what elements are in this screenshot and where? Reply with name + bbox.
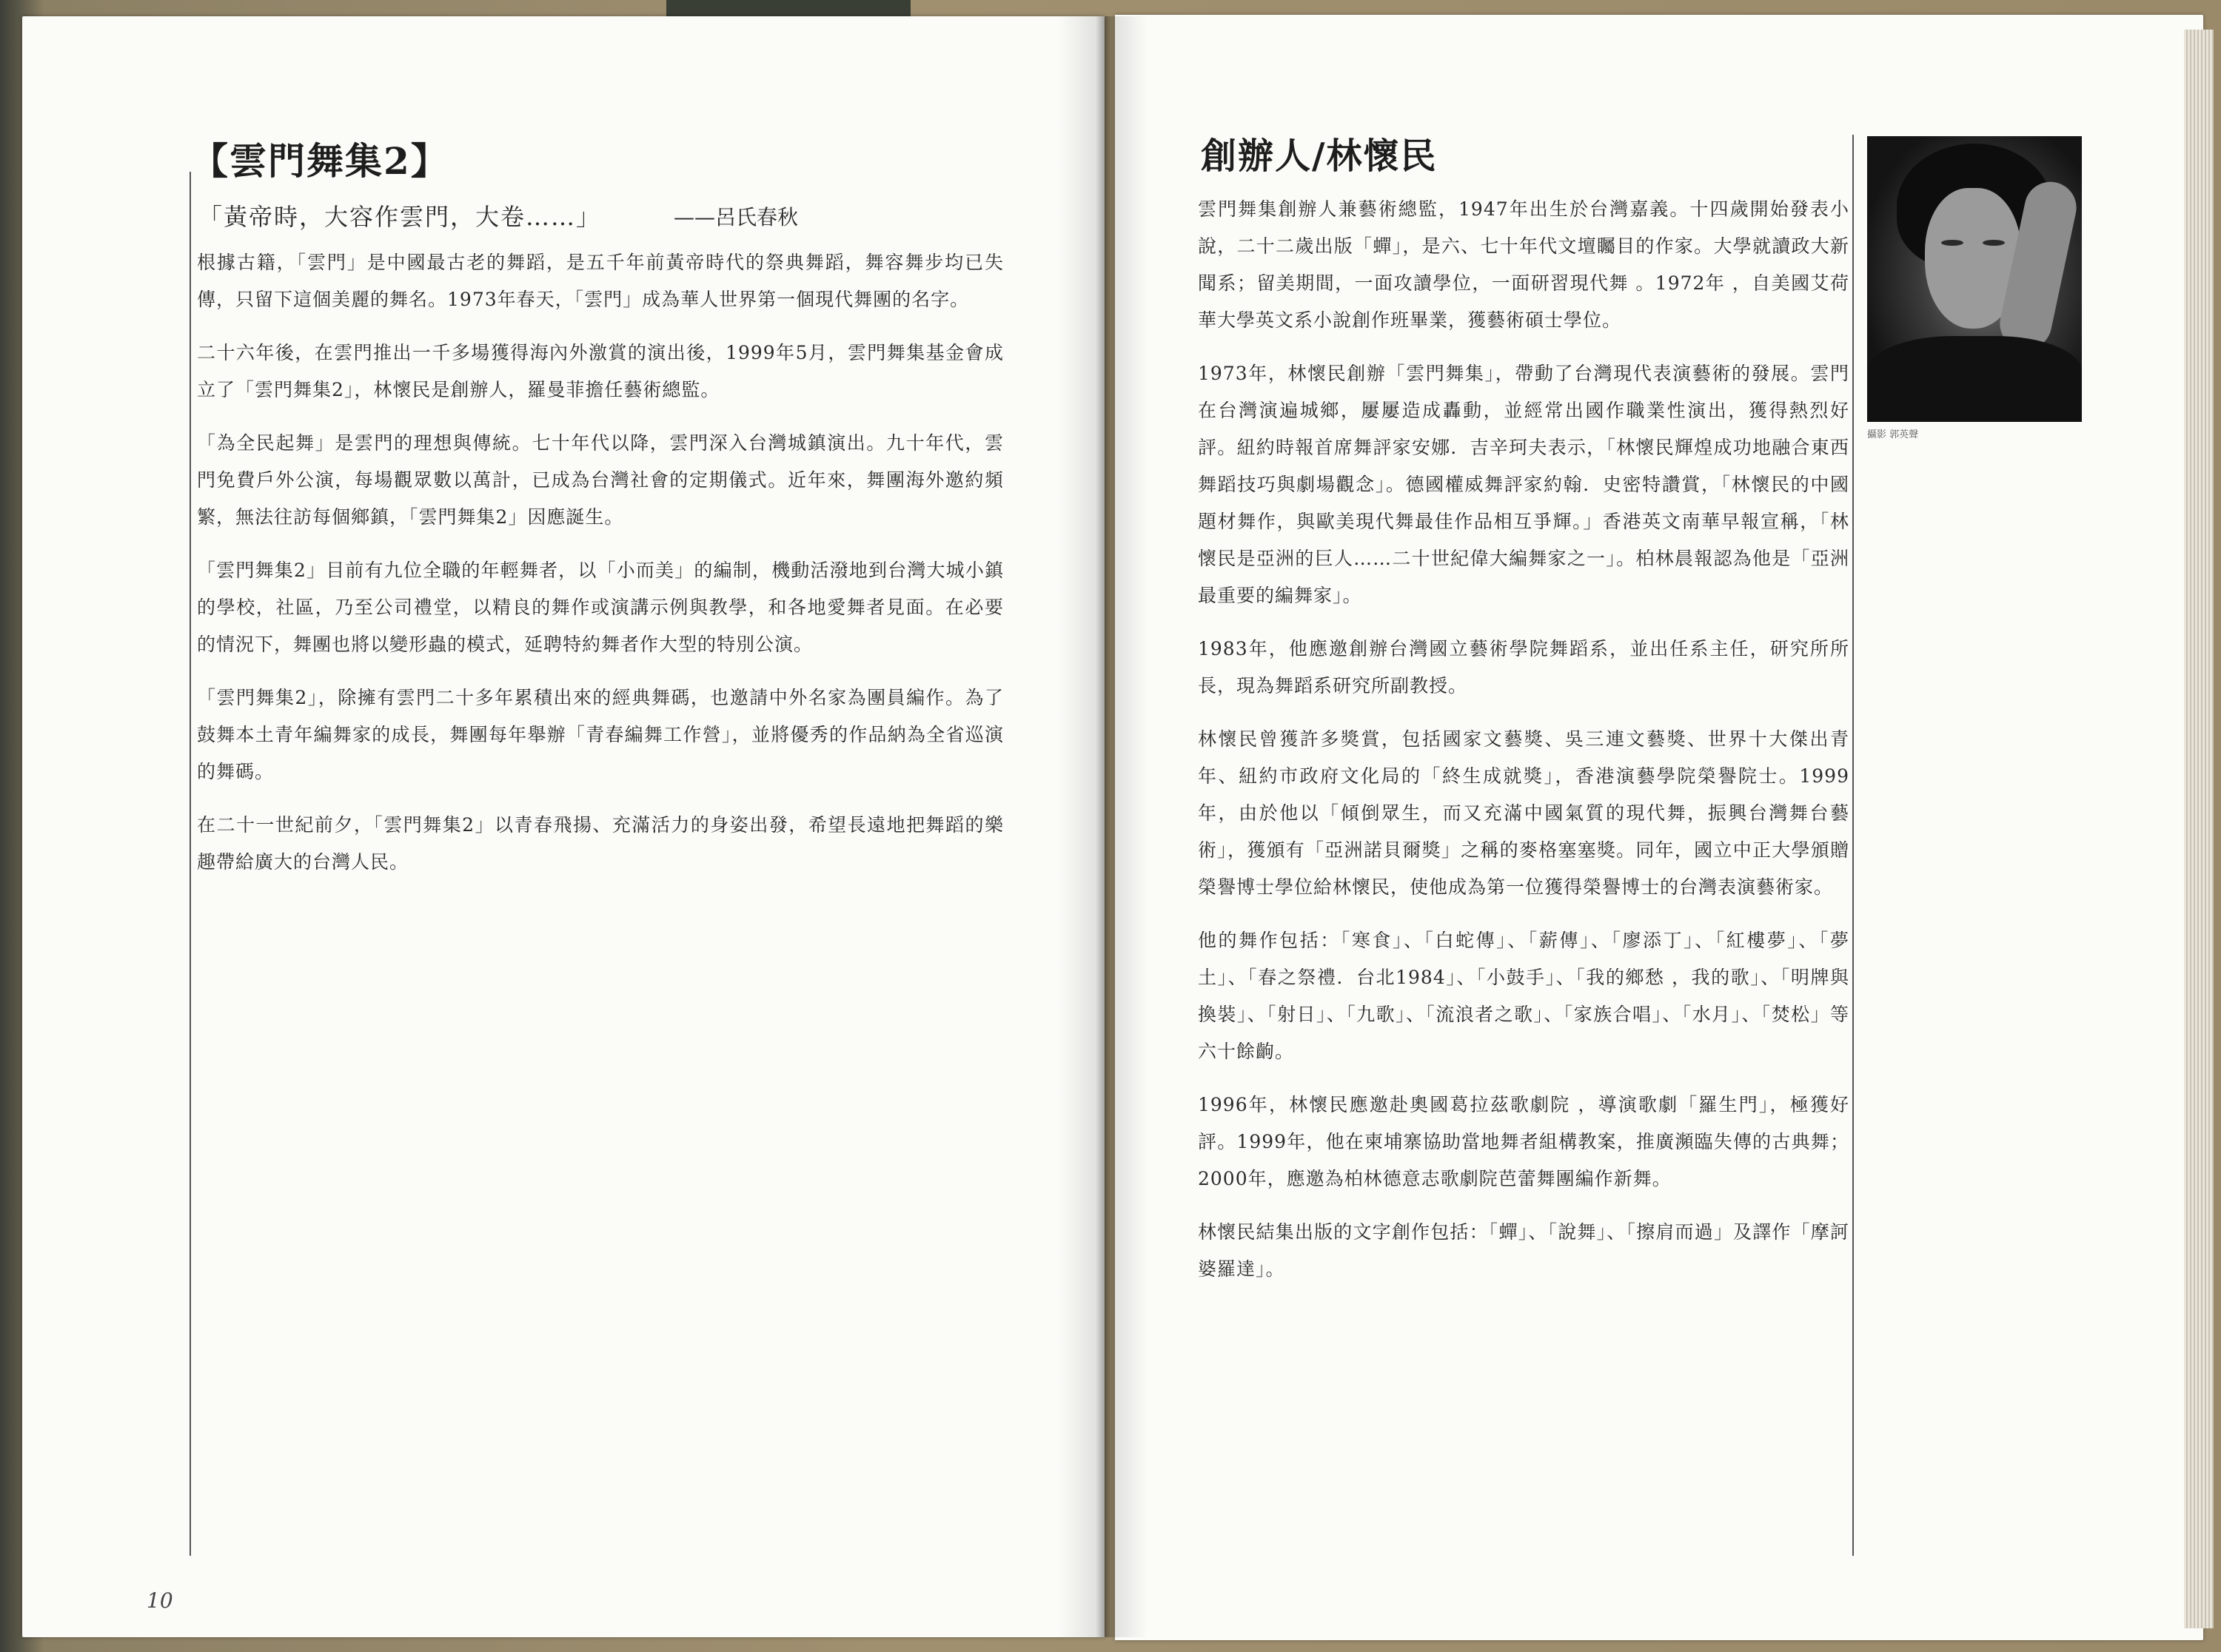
paragraph: 雲門舞集創辦人兼藝術總監，1947年出生於台灣嘉義。十四歲開始發表小說，二十二歲出版「蟬」，是六、七十年代文壇矚目的作家。大學就讀政大新聞系；留美期間，一面攻讀學位，一面研習現代舞 。1972年 ，自美國艾荷華大學英文系小說創作班畢業，獲藝術碩士學位。 — [1198, 198, 1849, 331]
paragraph: 在二十一世紀前夕，「雲門舞集2」以青春飛揚、充滿活力的身姿出發，希望長遠地把舞蹈的樂趣帶給廣大的台灣人民。 — [197, 814, 1004, 873]
right-column-rule — [1852, 135, 1854, 1556]
paragraph: 1996年，林懷民應邀赴奧國葛拉茲歌劇院 ，導演歌劇「羅生門」，極獲好評。1999年，他在柬埔寨協助當地舞者組構教案，推廣瀕臨失傳的古典舞；2000年，應邀為柏林德意志歌劇院芭蕾舞團編作新舞。 — [1198, 1094, 1849, 1189]
paragraph: 根據古籍，「雲門」是中國最古老的舞蹈，是五千年前黃帝時代的祭典舞蹈，舞容舞步均已失傳，只留下這個美麗的舞名。1973年春天，「雲門」成為華人世界第一個現代舞團的名字。 — [197, 252, 1004, 310]
paragraph: 「雲門舞集2」目前有九位全職的年輕舞者，以「小而美」的編制，機動活潑地到台灣大城小鎮的學校，社區，乃至公司禮堂，以精良的舞作或演講示例與教學，和各地愛舞者見面。在必要的情況下，舞團也將以變形蟲的模式，延聘特約舞者作大型的特別公演。 — [197, 560, 1004, 655]
epigraph-quote: 「黃帝時，大容作雲門，大卷……」 — [198, 203, 602, 231]
paragraph: 林懷民結集出版的文字創作包括：「蟬」、「說舞」、「擦肩而過」及譯作「摩訶婆羅達」。 — [1198, 1221, 1849, 1280]
left-margin-rule — [190, 172, 191, 1556]
left-body-text — [197, 244, 1004, 897]
paragraph: 1983年，他應邀創辦台灣國立藝術學院舞蹈系，並出任系主任，研究所所長，現為舞蹈系研究所副教授。 — [1198, 638, 1849, 696]
scan-dark-corner — [666, 0, 911, 18]
paragraph: 二十六年後，在雲門推出一千多場獲得海內外激賞的演出後，1999年5月，雲門舞集基金會成立了「雲門舞集2」，林懷民是創辦人，羅曼菲擔任藝術總監。 — [197, 342, 1004, 400]
photo-credit: 攝影 郭英聲 — [1867, 429, 1919, 440]
epigraph-source: ——呂氏春秋 — [674, 205, 799, 229]
paragraph: 「為全民起舞」是雲門的理想與傳統。七十年代以降，雲門深入台灣城鎮演出。九十年代，雲門免費戶外公演，每場觀眾數以萬計，已成為台灣社會的定期儀式。近年來，舞團海外邀約頻繁，無法往訪每個鄉鎮，「雲門舞集2」因應誕生。 — [197, 432, 1004, 528]
paragraph: 「雲門舞集2」，除擁有雲門二十多年累積出來的經典舞碼，也邀請中外名家為團員編作。為了鼓舞本土青年編舞家的成長，舞團每年舉辦「青春編舞工作營」，並將優秀的作品納為全省巡演的舞碼。 — [197, 687, 1004, 782]
right-page-title: 創辦人/林懷民 — [1201, 135, 1438, 177]
paragraph: 林懷民曾獲許多獎賞，包括國家文藝獎、吳三連文藝獎、世界十大傑出青年、紐約市政府文化局的「終生成就獎」，香港演藝學院榮譽院士。1999年，由於他以「傾倒眾生，而又充滿中國氣質的現代舞，振興台灣舞台藝術」，獲頒有「亞洲諾貝爾獎」之稱的麥格塞塞獎。同年，國立中正大學頒贈榮譽博士學位給林懷民，使他成為第一位獲得榮譽博士的台灣表演藝術家。 — [1198, 728, 1849, 898]
right-body-text — [1198, 191, 1849, 1304]
portrait-photo — [1867, 136, 2082, 422]
page-stack-edge — [2184, 30, 2214, 1628]
paragraph: 他的舞作包括：「寒食」、「白蛇傳」、「薪傳」、「廖添丁」、「紅樓夢」、「夢土」、「春之祭禮．台北1984」、「小鼓手」、「我的鄉愁 ，我的歌」、「明牌與換裝」、「射日」、「九歌」、「流浪者之歌」、「家族合唱」、「水月」、「焚松」等六十餘齣。 — [1198, 930, 1849, 1062]
book-gutter — [1059, 16, 1148, 1637]
left-page-title: 【雲門舞集2】 — [191, 139, 449, 183]
paragraph: 1973年，林懷民創辦「雲門舞集」，帶動了台灣現代表演藝術的發展。雲門在台灣演遍城鄉，屢屢造成轟動，並經常出國作職業性演出，獲得熱烈好評。紐約時報首席舞評家安娜．吉辛珂夫表示，「林懷民輝煌成功地融合東西舞蹈技巧與劇場觀念」。德國權威舞評家約翰．史密特讚賞，「林懷民的中國題材舞作，與歐美現代舞最佳作品相互爭輝。」香港英文南華早報宣稱，「林懷民是亞洲的巨人……二十世紀偉大編舞家之一」。柏林晨報認為他是「亞洲最重要的編舞家」。 — [1198, 363, 1849, 606]
page-number: 10 — [147, 1588, 173, 1613]
